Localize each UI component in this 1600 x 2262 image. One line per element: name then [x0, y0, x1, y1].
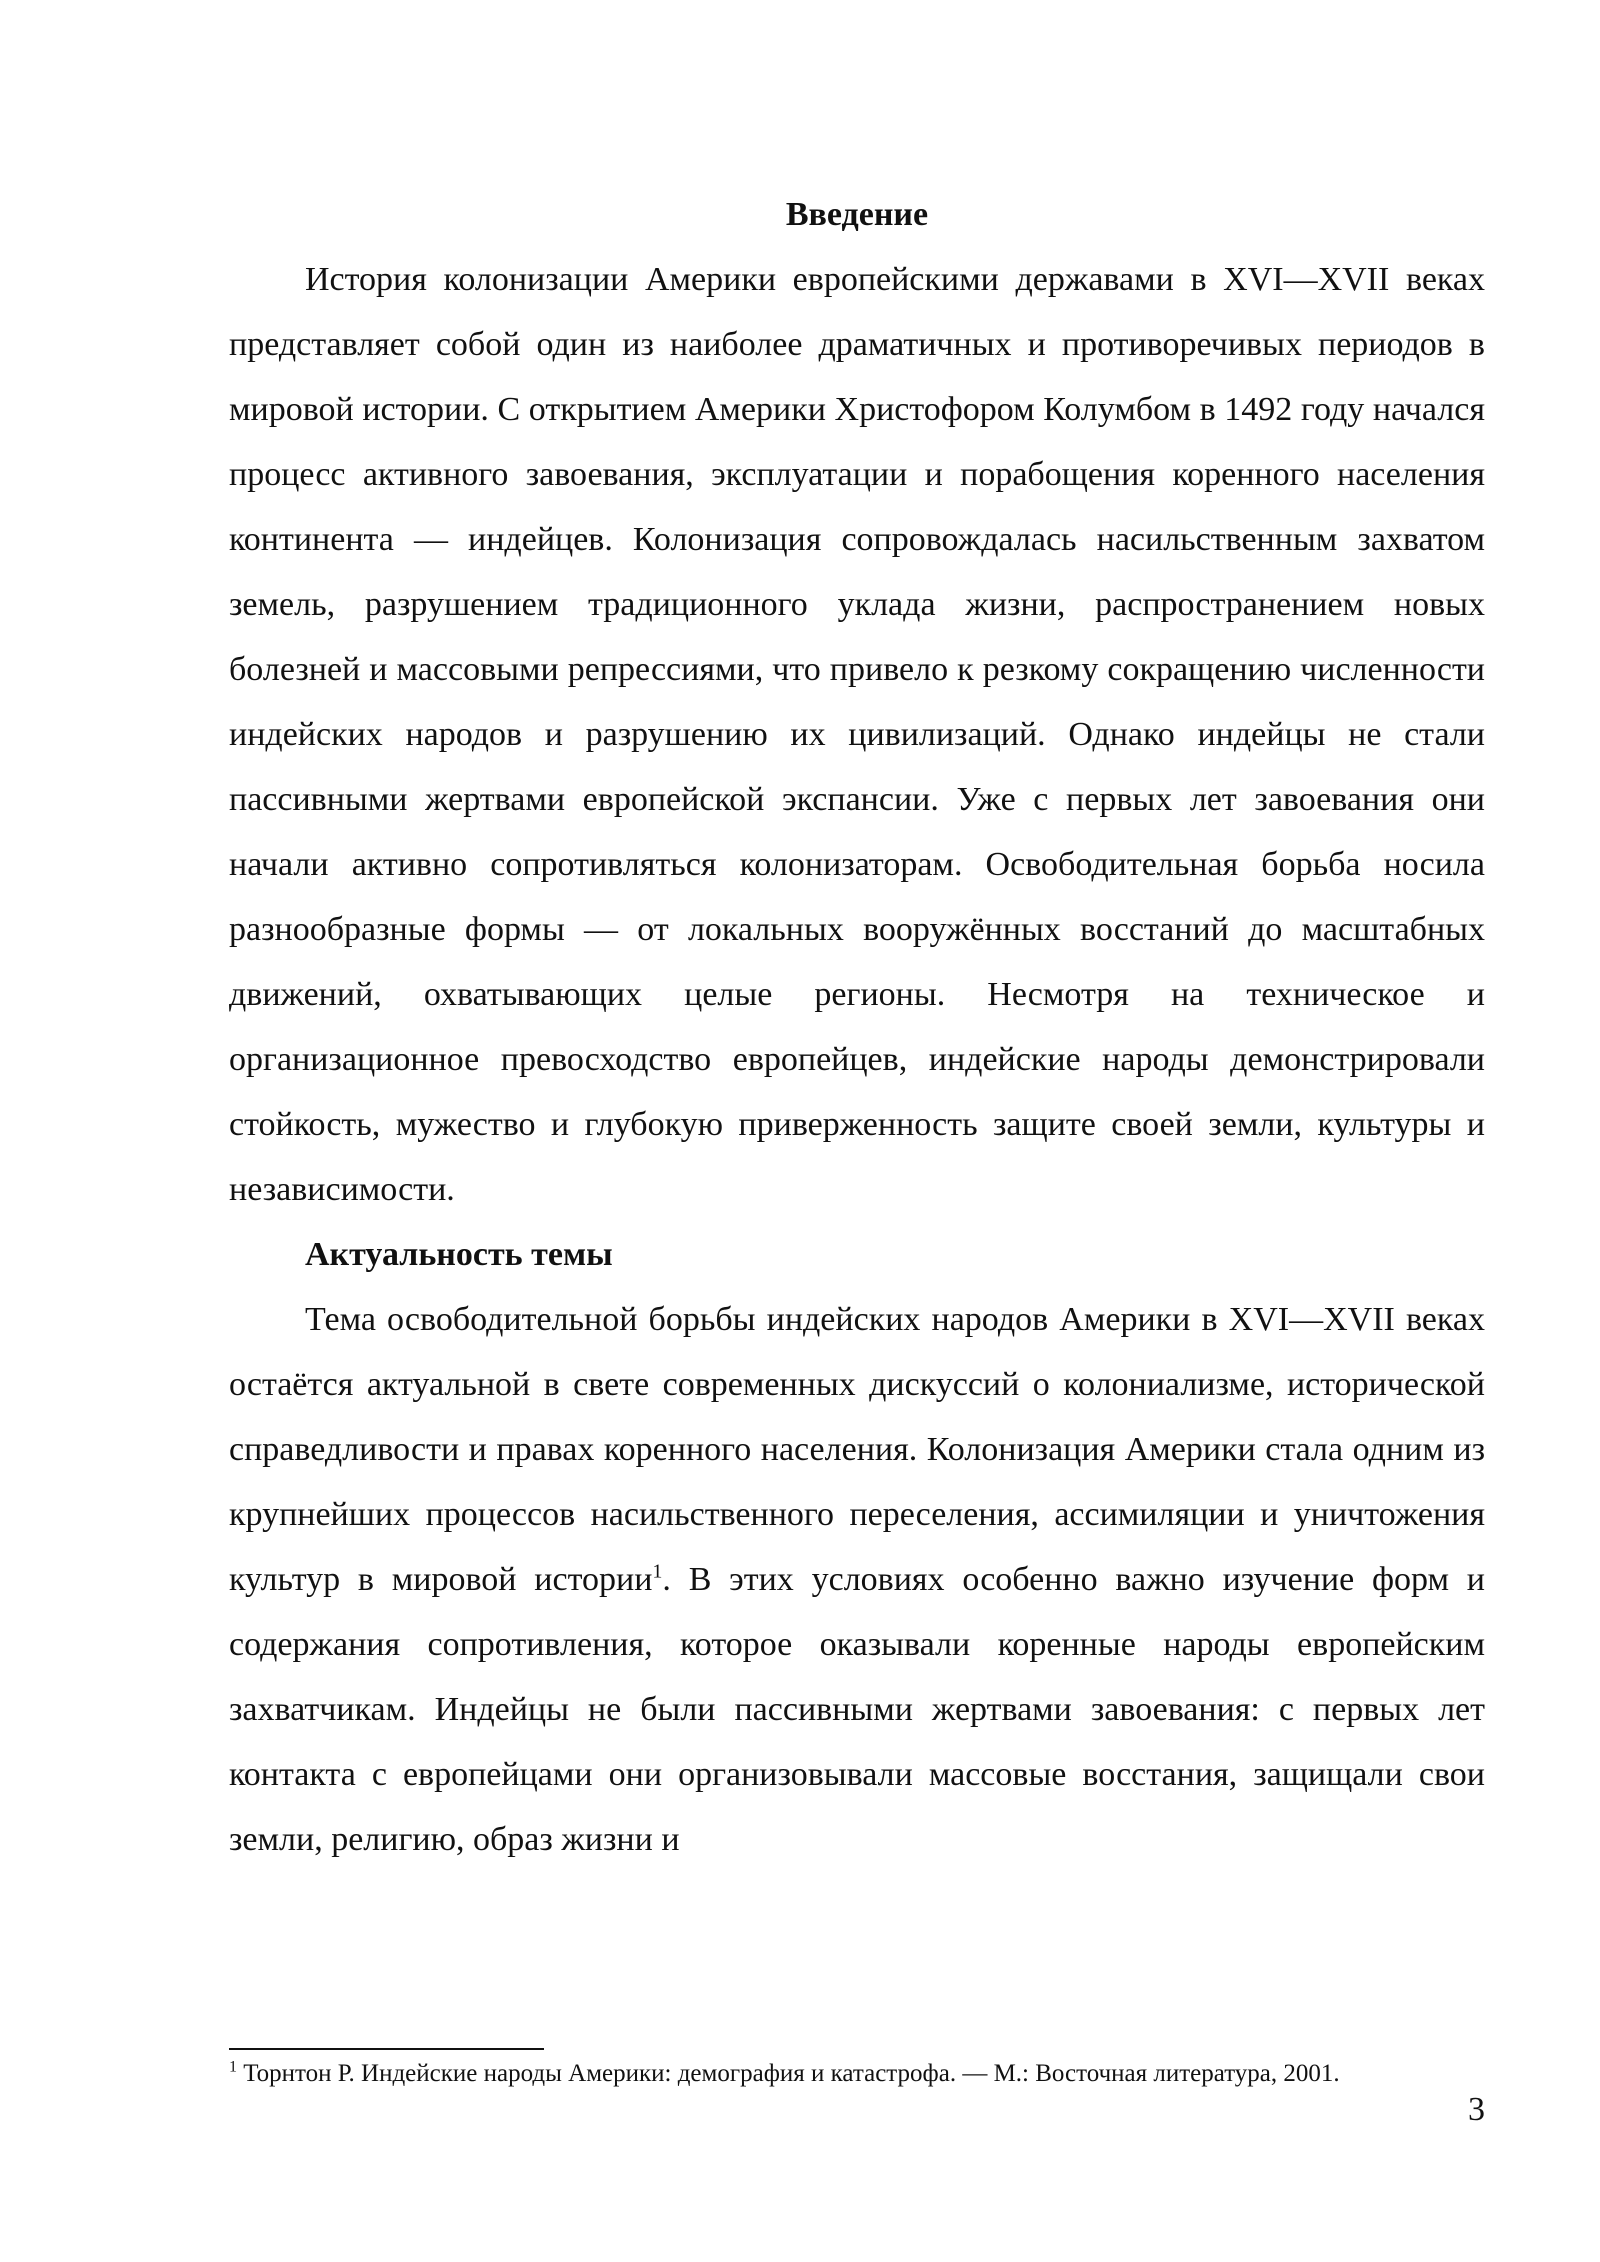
- footnote: [229, 2058, 1485, 2090]
- relevance-text-part1: Тема освободительной борьбы индейских народов Америки в XVI—XVII веках остаётся актуальной в свете современных дискуссий о колониализме, исторической справедливости и правах коренного населения. Колонизация Америки стала одним из крупнейших процессов насильственного переселения, ассимиляции и уничтожения культур в мировой истории: [229, 1301, 1485, 1598]
- footnote-separator: [229, 2048, 544, 2050]
- section-heading-introduction: Введение: [785, 196, 929, 233]
- page-body: [229, 182, 1485, 1872]
- footnote-text: Торнтон Р. Индейские народы Америки: демография и катастрофа. — М.: Восточная литература, 2001.: [237, 2060, 1340, 2087]
- intro-paragraph: История колонизации Америки европейскими державами в XVI—XVII веках представляет собой один из наиболее драматичных и противоречивых периодов в мировой истории. С открытием Америки Христофором Колумбом в 1492 году начался процесс активного завоевания, эксплуатации и порабощения коренного населения континента — индейцев. Колонизация сопровождалась насильственным захватом земель, разрушением традиционного уклада жизни, распространением новых болезней и массовыми репрессиями, что привело к резкому сокращению численности индейских народов и разрушению их цивилизаций. Однако индейцы не стали пассивными жертвами европейской экспансии. Уже с первых лет завоевания они начали активно сопротивляться колонизаторам. Освободительная борьба носила разнообразные формы — от локальных вооружённых восстаний до масштабных движений, охватывающих целые регионы. Несмотря на техническое и организационное превосходство европейцев, индейские народы демонстрировали стойкость, мужество и глубокую приверженность защите своей земли, культуры и независимости.: [229, 261, 1485, 1208]
- footnote-number: 1: [229, 2058, 237, 2076]
- relevance-text-part2: . В этих условиях особенно важно изучение форм и содержания сопротивления, которое оказывали коренные народы европейским захватчикам. Индейцы не были пассивными жертвами завоевания: с первых лет контакта с европейцами они организовывали массовые восстания, защищали свои земли, религию, образ жизни и: [229, 1561, 1485, 1858]
- relevance-paragraph: [229, 1287, 1485, 1872]
- subsection-heading-relevance: Актуальность темы: [305, 1236, 613, 1273]
- footnote-reference[interactable]: 1: [652, 1560, 663, 1583]
- page-number: 3: [1468, 2091, 1485, 2128]
